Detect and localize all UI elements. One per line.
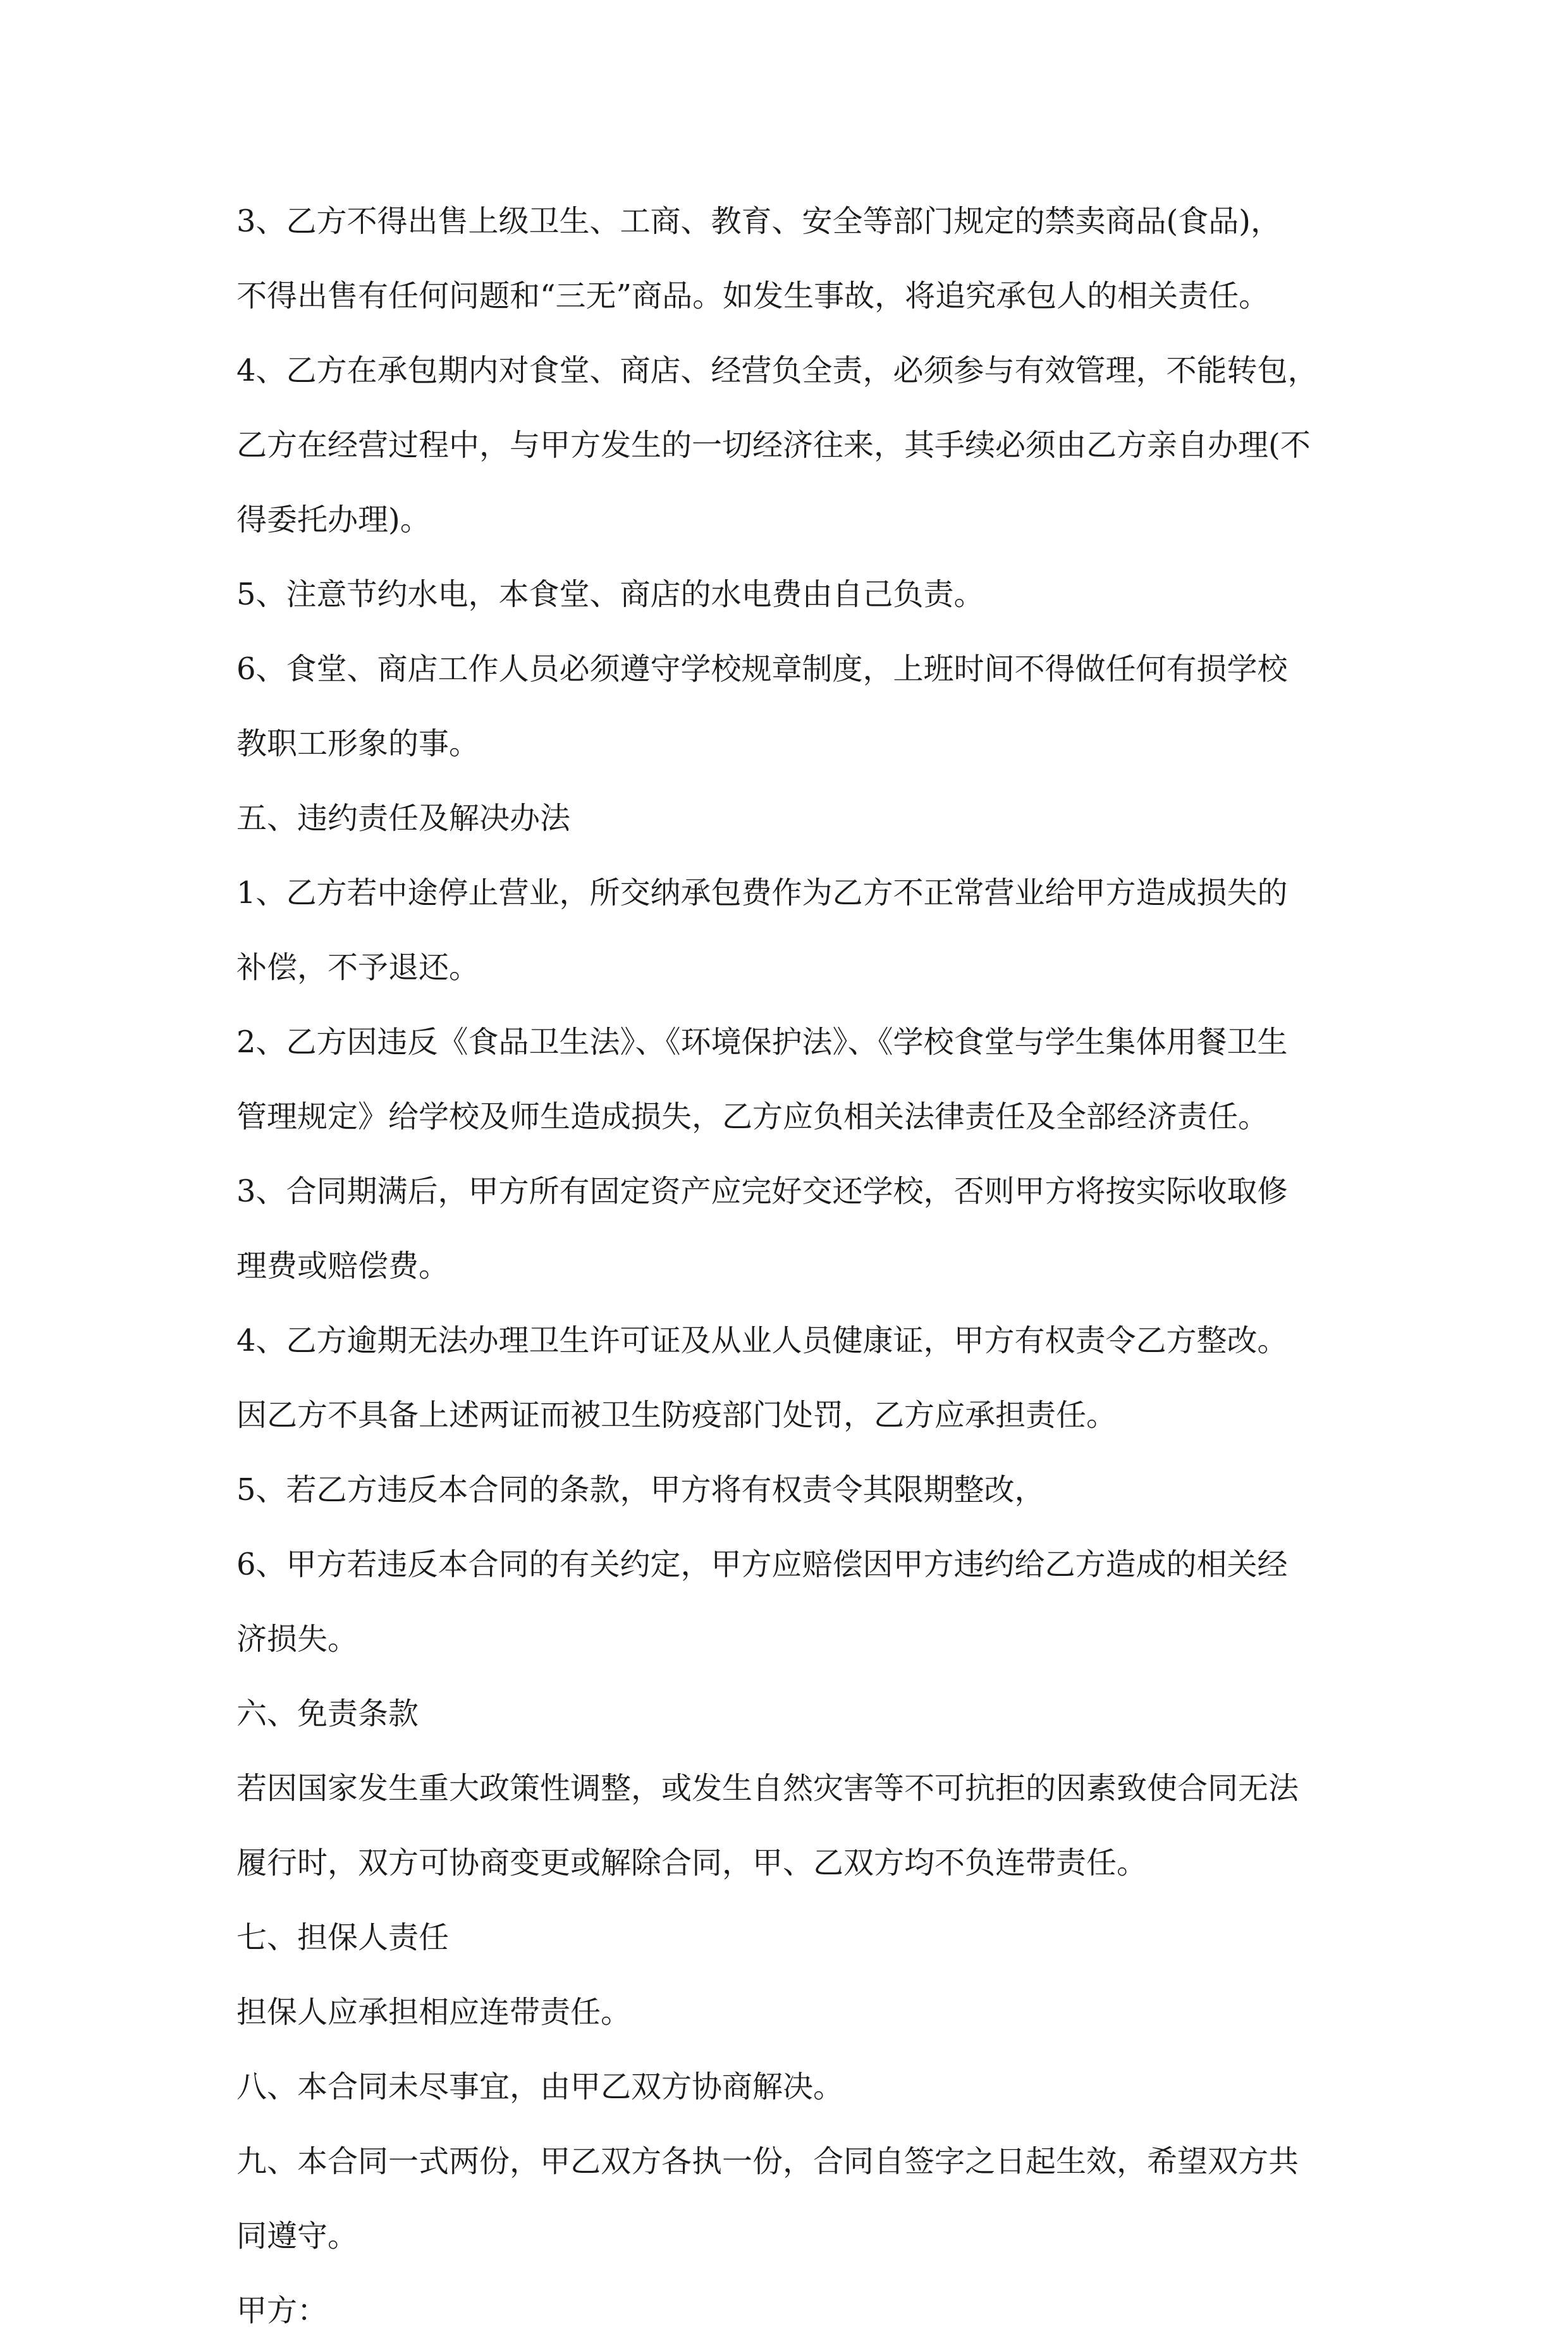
text-line: 4、乙方逾期无法办理卫生许可证及从业人员健康证，甲方有权责令乙方整改。 [236, 1323, 1288, 1358]
text-line: 3、合同期满后，甲方所有固定资产应完好交还学校，否则甲方将按实际收取修 [236, 1174, 1288, 1209]
text-line: 补偿，不予退还。 [236, 950, 480, 985]
text-line: 6、食堂、商店工作人员必须遵守学校规章制度，上班时间不得做任何有损学校 [236, 651, 1288, 687]
text-line: 得委托办理)。 [236, 502, 431, 538]
section-heading: 六、免责条款 [236, 1696, 419, 1731]
text-line: 同遵守。 [236, 2218, 358, 2254]
text-line: 4、乙方在承包期内对食堂、商店、经营负全责，必须参与有效管理，不能转包， [236, 353, 1318, 388]
text-line: 九、本合同一式两份，甲乙双方各执一份，合同自签字之日起生效，希望双方共 [236, 2144, 1299, 2179]
text-line: 5、若乙方违反本合同的条款，甲方将有权责令其限期整改， [236, 1472, 1045, 1508]
text-line: 5、注意节约水电，本食堂、商店的水电费由自己负责。 [236, 577, 984, 612]
document-body [236, 184, 1340, 2348]
text-line: 理费或赔偿费。 [236, 1248, 450, 1284]
section-heading: 五、违约责任及解决办法 [236, 801, 571, 836]
text-line: 乙方在经营过程中，与甲方发生的一切经济往来，其手续必须由乙方亲自办理(不 [236, 427, 1311, 463]
section-heading: 七、担保人责任 [236, 1920, 450, 1955]
text-line: 2、乙方因违反《食品卫生法》、《环境保护法》、《学校食堂与学生集体用餐卫生 [236, 1024, 1288, 1060]
text-line: 若因国家发生重大政策性调整，或发生自然灾害等不可抗拒的因素致使合同无法 [236, 1771, 1299, 1806]
text-line: 1、乙方若中途停止营业，所交纳承包费作为乙方不正常营业给甲方造成损失的 [236, 875, 1288, 911]
text-line: 3、乙方不得出售上级卫生、工商、教育、安全等部门规定的禁卖商品(食品)， [236, 204, 1281, 239]
text-line: 教职工形象的事。 [236, 726, 480, 761]
text-line: 履行时，双方可协商变更或解除合同，甲、乙双方均不负连带责任。 [236, 1845, 1148, 1881]
text-line: 因乙方不具备上述两证而被卫生防疫部门处罚，乙方应承担责任。 [236, 1398, 1117, 1433]
text-line: 八、本合同未尽事宜，由甲乙双方协商解决。 [236, 2069, 844, 2105]
text-line: 6、甲方若违反本合同的有关约定，甲方应赔偿因甲方违约给乙方造成的相关经 [236, 1547, 1288, 1582]
signature-label-party-a: 甲方： [236, 2293, 328, 2328]
text-line: 担保人应承担相应连带责任。 [236, 1995, 632, 2030]
text-line: 济损失。 [236, 1621, 358, 1657]
text-line: 管理规定》给学校及师生造成损失，乙方应负相关法律责任及全部经济责任。 [236, 1099, 1269, 1134]
text-line: 不得出售有任何问题和“三无”商品。如发生事故，将追究承包人的相关责任。 [236, 278, 1270, 314]
